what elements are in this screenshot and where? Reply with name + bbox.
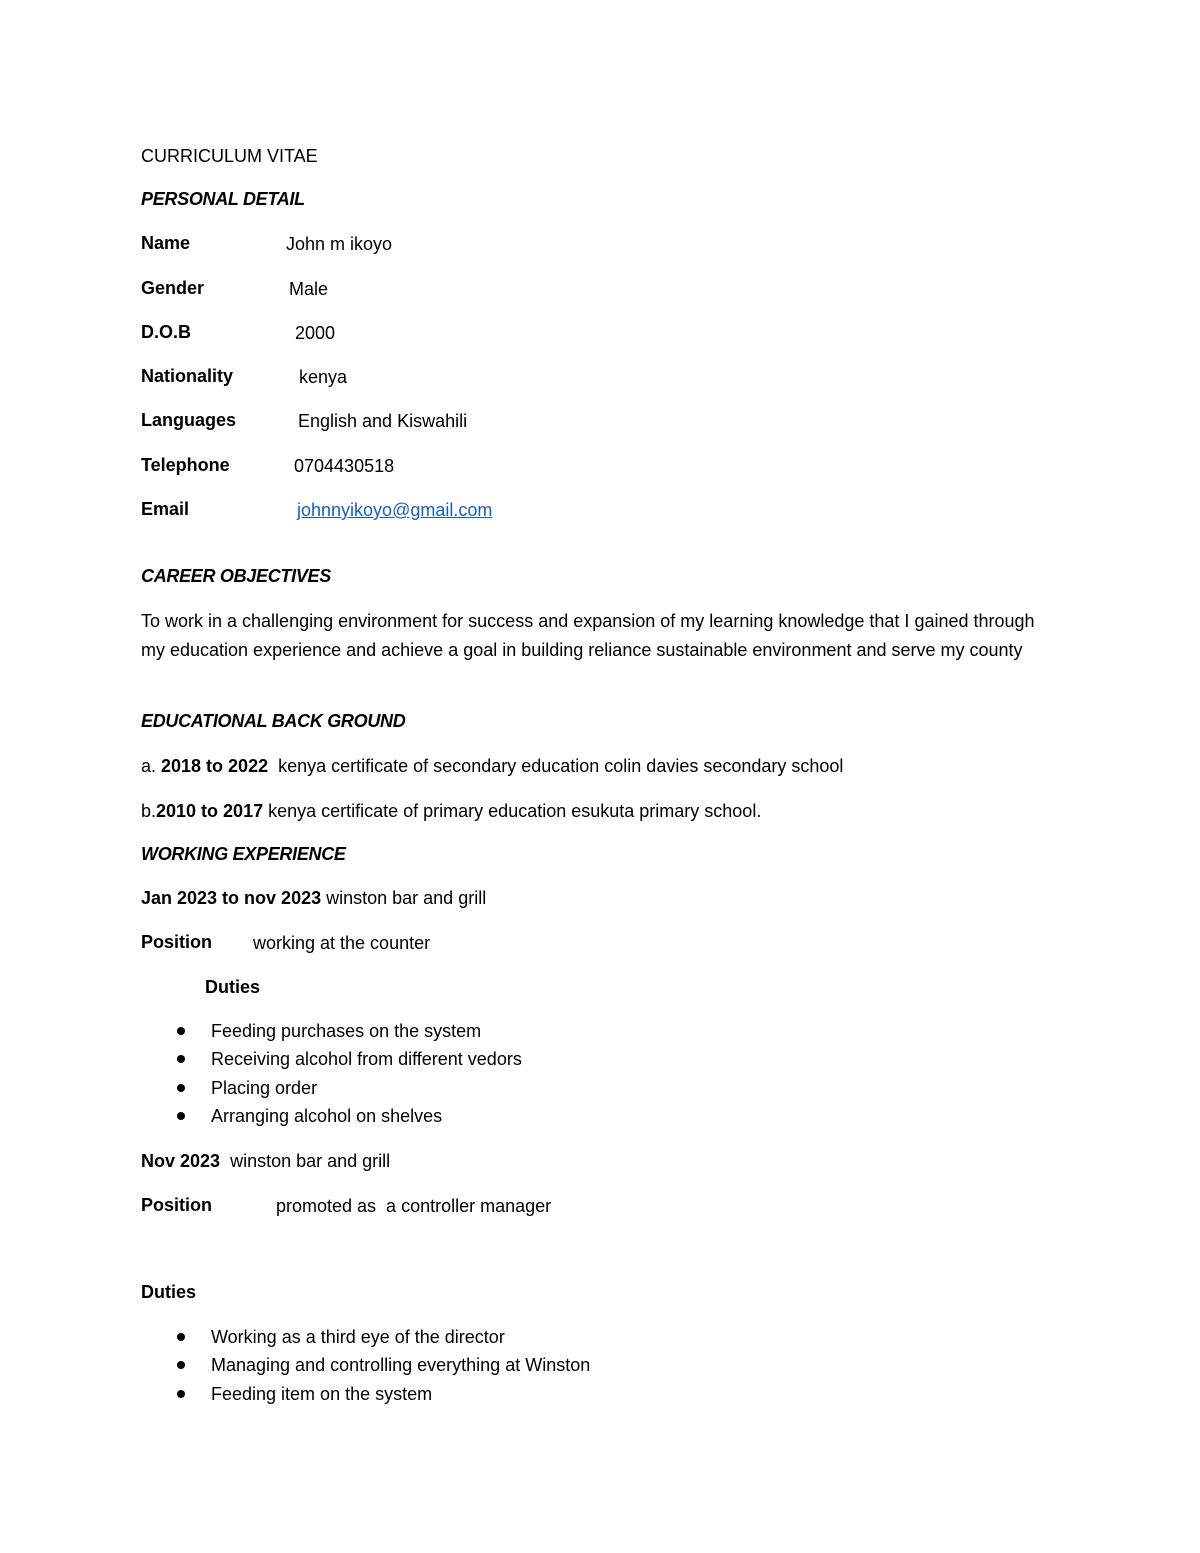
education-item-prefix: a. (141, 756, 162, 776)
languages-value: English and Kiswahili (298, 411, 468, 431)
bullet-icon (177, 1333, 185, 1341)
list-item (141, 1380, 590, 1408)
job-period-line (141, 886, 486, 910)
education-item (141, 799, 761, 823)
telephone-value: 0704430518 (294, 456, 395, 476)
bullet-icon (177, 1361, 185, 1369)
name-value: John m ikoyo (286, 234, 393, 254)
list-item (141, 1102, 522, 1130)
list-item-text: Working as a third eye of the director (211, 1327, 505, 1347)
nationality-value: kenya (299, 367, 348, 387)
list-item-text: Managing and controlling everything at Winston (211, 1355, 591, 1376)
gender-label: Gender (141, 278, 205, 298)
job-employer: winston bar and grill (321, 888, 487, 908)
list-item (141, 1351, 590, 1379)
bullet-icon (177, 1390, 185, 1398)
list-item-text: Placing order (211, 1077, 318, 1098)
dob-label: D.O.B (141, 322, 192, 342)
education-item (141, 754, 843, 778)
list-item (141, 1074, 522, 1102)
duties-list (141, 1323, 590, 1408)
career-objectives-heading: CAREER OBJECTIVES (141, 566, 331, 586)
list-item (141, 1045, 522, 1073)
bullet-icon (177, 1055, 185, 1063)
position-value: promoted as a controller manager (276, 1196, 552, 1216)
education-item-text: kenya certificate of secondary education colin davies secondary school (268, 756, 844, 776)
list-item-text: Feeding purchases on the system (211, 1021, 482, 1041)
job-period-line (141, 1149, 390, 1173)
education-heading: EDUCATIONAL BACK GROUND (141, 711, 406, 731)
list-item-text: Feeding item on the system (211, 1383, 433, 1404)
personal-detail-heading: PERSONAL DETAIL (141, 189, 305, 209)
duties-list (141, 1017, 522, 1131)
dob-value: 2000 (295, 323, 336, 343)
nationality-label: Nationality (141, 366, 234, 386)
list-item-text: Receiving alcohol from different vedors (211, 1049, 522, 1070)
list-item-text: Arranging alcohol on shelves (211, 1106, 443, 1127)
position-label: Position (141, 1195, 212, 1215)
list-item (141, 1323, 590, 1351)
career-objectives-text: To work in a challenging environment for success and expansion of my learning knowledge that I gained through my education experience and achieve a goal in building reliance sustainable environment and serve my county (141, 611, 1035, 660)
job-period: Jan 2023 to nov 2023 (141, 888, 322, 908)
duties-label: Duties (205, 977, 261, 997)
education-item-years: 2018 to 2022 (161, 756, 269, 776)
languages-label: Languages (141, 410, 237, 430)
duties-label: Duties (141, 1282, 197, 1302)
email-label: Email (141, 499, 190, 519)
bullet-icon (177, 1112, 185, 1120)
education-item-text: kenya certificate of primary education esukuta primary school. (263, 801, 762, 821)
telephone-label: Telephone (141, 455, 230, 475)
education-item-prefix: b. (141, 801, 157, 821)
document-title: CURRICULUM VITAE (141, 146, 318, 166)
position-label: Position (141, 932, 212, 952)
list-item (141, 1017, 522, 1045)
gender-value: Male (289, 279, 329, 299)
job-employer: winston bar and grill (220, 1151, 391, 1171)
working-experience-heading: WORKING EXPERIENCE (141, 844, 346, 864)
position-value: working at the counter (253, 933, 431, 953)
job-period: Nov 2023 (141, 1151, 221, 1171)
name-label: Name (141, 233, 191, 253)
bullet-icon (177, 1027, 185, 1035)
education-item-years: 2010 to 2017 (156, 801, 264, 821)
email-link[interactable]: johnnyikoyo@gmail.com (297, 500, 493, 520)
bullet-icon (177, 1084, 185, 1092)
